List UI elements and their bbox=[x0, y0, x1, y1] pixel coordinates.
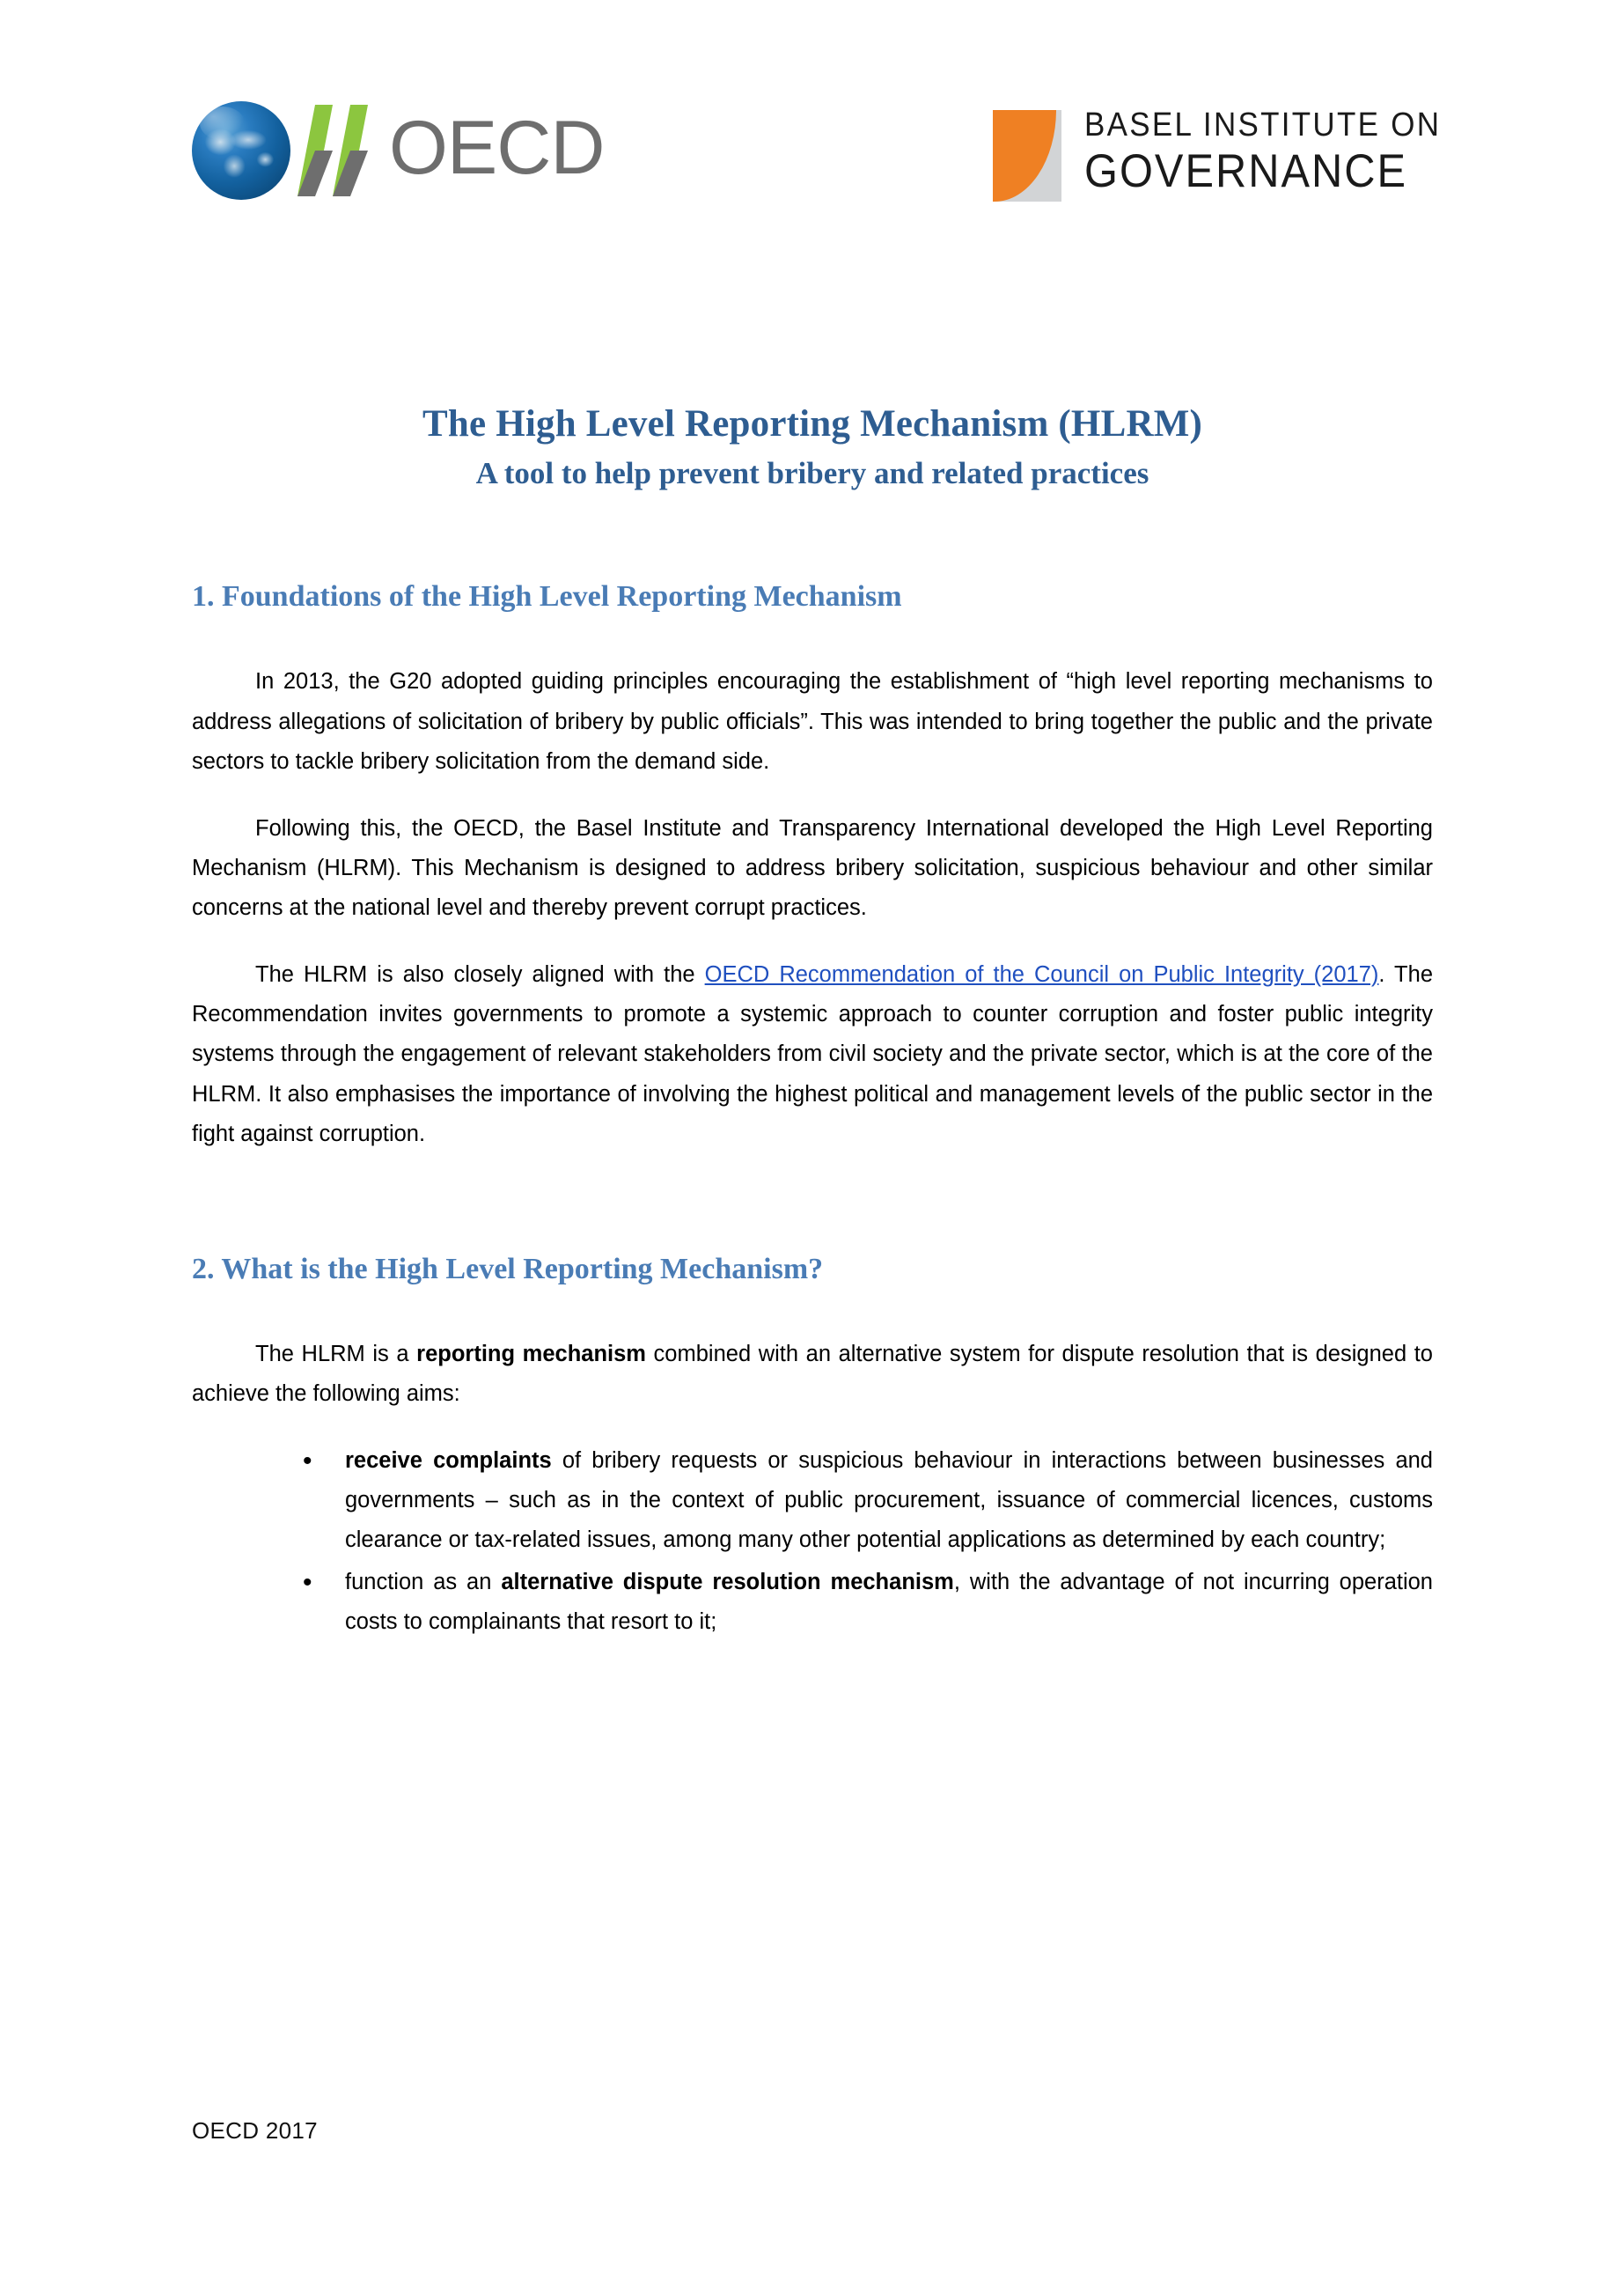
paragraph-1: In 2013, the G20 adopted guiding principles encouraging the establishment of “high level reporting mechanisms to address allegations of solicitation of bribery by public officials”. This was intended to bring together the public and the private sectors to tackle bribery solicitation from the demand side. bbox=[192, 669, 1433, 775]
list-item bbox=[296, 1441, 1433, 1561]
paragraph-3 bbox=[192, 955, 1433, 1155]
page-subtitle: A tool to help prevent bribery and related practices bbox=[475, 455, 1149, 490]
bullet-2-bold: alternative dispute resolution mechanism bbox=[501, 1569, 954, 1594]
paragraph-4-bold: reporting mechanism bbox=[416, 1341, 646, 1366]
bullet-1-text: of bribery requests or suspicious behaviour in interactions between businesses and governments – such as in the context of public procurement, issuance of commercial licences, customs clearance or tax-related issues, among many other potential applications as determined by each country; bbox=[345, 1447, 1433, 1553]
paragraph-3-tail: . The Recommendation invites governments to promote a systemic approach to counter corruption and foster public integrity systems through the engagement of relevant stakeholders from civil society and the private sector, which is at the core of the HLRM. It also emphasises the importance of involving the highest political and management levels of the public sector in the fight against corruption. bbox=[192, 961, 1434, 1147]
paragraph-3-lead: The HLRM is also closely aligned with the bbox=[255, 961, 705, 987]
page-title: The High Level Reporting Mechanism (HLRM) bbox=[422, 403, 1203, 445]
basel-line-2: GOVERNANCE bbox=[1084, 145, 1408, 197]
double-chevron-icon bbox=[296, 101, 380, 200]
paragraph-4 bbox=[192, 1335, 1433, 1415]
bullet-2-text: , with the advantage of not incurring operation costs to complainants that resort to it; bbox=[345, 1569, 1433, 1634]
oecd-logo bbox=[192, 99, 604, 201]
document-body bbox=[192, 401, 1433, 1644]
paragraph-4-part2: combined with an alternative system for dispute resolution that is designed to achieve the following aims: bbox=[192, 1341, 1433, 1407]
section-heading-2: 2. What is the High Level Reporting Mechanism? bbox=[192, 1252, 824, 1285]
bullet-2-lead: function as an bbox=[345, 1569, 502, 1594]
globe-icon bbox=[192, 101, 290, 200]
basel-shield-icon bbox=[993, 110, 1061, 202]
paragraph-2: Following this, the OECD, the Basel Institute and Transparency International developed the High Level Reporting Mechanism (HLRM). This Mechanism is designed to address bribery solicitation, suspicious behaviour and other similar concerns at the national level and thereby prevent corrupt practices. bbox=[192, 815, 1433, 921]
list-item bbox=[296, 1563, 1433, 1643]
section-heading-1: 1. Foundations of the High Level Reporting Mechanism bbox=[192, 580, 902, 614]
aims-list bbox=[192, 1441, 1433, 1643]
basel-institute-logo bbox=[993, 108, 1472, 205]
oecd-wordmark: OECD bbox=[389, 105, 605, 190]
bullet-1-bold: receive complaints bbox=[345, 1447, 552, 1473]
basel-wordmark bbox=[1084, 108, 1472, 197]
basel-line-1: BASEL INSTITUTE ON bbox=[1084, 107, 1442, 144]
page-footer: OECD 2017 bbox=[192, 2117, 318, 2144]
oecd-recommendation-link[interactable]: OECD Recommendation of the Council on Public Integrity (2017) bbox=[704, 961, 1379, 987]
page-header bbox=[0, 48, 1623, 197]
paragraph-4-part1: The HLRM is a bbox=[255, 1341, 417, 1366]
